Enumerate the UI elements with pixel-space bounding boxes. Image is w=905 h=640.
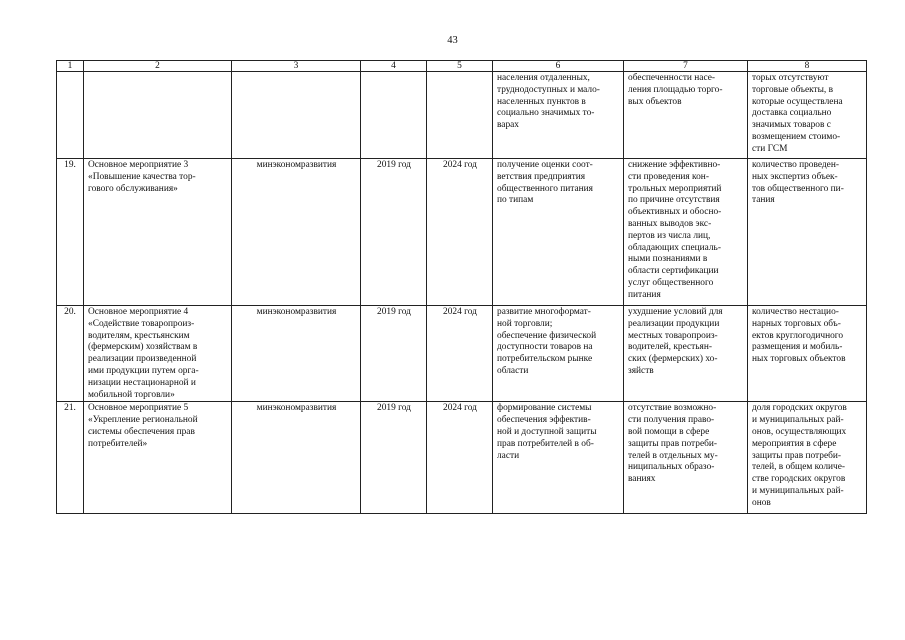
- cell-consequences: снижение эффективно- сти проведения кон- трольных мероприятий по причине отсутствия объективных и обосно- ванных выводов экс- пертов из числа лиц, обладающих специаль- ными познаниями в области сертификации услуг общественного питания: [624, 159, 748, 306]
- table-row-continuation: [57, 72, 867, 159]
- cell-empty: [361, 72, 427, 159]
- header-cell-2: 2: [84, 61, 232, 72]
- program-table: [56, 60, 867, 514]
- cell-measure-name: Основное мероприятие 4 «Содействие товаропроиз- водителям, крестьянским (фермерским) хозяйствам в реализации произведенной ими продукции путем орга- низации нестационарной и мобильной торговли»: [84, 306, 232, 402]
- header-cell-1: 1: [57, 61, 84, 72]
- cell-result: получение оценки соот- ветствия предприятия общественного питания по типам: [493, 159, 624, 306]
- page-number: 43: [447, 35, 458, 46]
- cell-start-year: 2019 год: [361, 159, 427, 306]
- cell-end-year: 2024 год: [427, 306, 493, 402]
- cell-indicator: доля городских округов и муниципальных рай- онов, осуществляющих мероприятия в сфере защиты прав потреби- телей, в общем количе- стве городских округов и муниципальных рай- онов: [748, 402, 867, 514]
- cell-indicator: количество нестацио- нарных торговых объ- ектов круглогодичного размещения и мобиль- ных торговых объектов: [748, 306, 867, 402]
- cell-consequences: ухудшение условий для реализации продукции местных товаропроиз- водителей, крестьян- ских (фермерских) хо- зяйств: [624, 306, 748, 402]
- table-header-row: [57, 61, 867, 72]
- header-cell-8: 8: [748, 61, 867, 72]
- cell-row-number: 21.: [57, 402, 84, 514]
- cell-result: населения отдаленных, труднодоступных и мало- населенных пунктов в социально значимых то- варах: [493, 72, 624, 159]
- header-cell-3: 3: [232, 61, 361, 72]
- cell-end-year: 2024 год: [427, 402, 493, 514]
- cell-empty: [57, 72, 84, 159]
- table-row: [57, 402, 867, 514]
- table-row: [57, 306, 867, 402]
- header-cell-4: 4: [361, 61, 427, 72]
- cell-consequences: обеспеченности насе- ления площадью торго- вых объектов: [624, 72, 748, 159]
- cell-indicator: количество проведен- ных экспертиз объек- тов общественного пи- тания: [748, 159, 867, 306]
- cell-row-number: 19.: [57, 159, 84, 306]
- cell-indicator: торых отсутствуют торговые объекты, в которые осуществлена доставка социально значимых товаров с возмещением стоимо- сти ГСМ: [748, 72, 867, 159]
- cell-measure-name: Основное мероприятие 3 «Повышение качества тор- гового обслуживания»: [84, 159, 232, 306]
- cell-end-year: 2024 год: [427, 159, 493, 306]
- cell-empty: [427, 72, 493, 159]
- cell-start-year: 2019 год: [361, 306, 427, 402]
- header-cell-6: 6: [493, 61, 624, 72]
- header-cell-5: 5: [427, 61, 493, 72]
- table-row: [57, 159, 867, 306]
- cell-consequences: отсутствие возможно- сти получения право- вой помощи в сфере защиты прав потреби- телей в отдельных му- ниципальных образо- ваниях: [624, 402, 748, 514]
- cell-executor: минэкономразвития: [232, 402, 361, 514]
- cell-row-number: 20.: [57, 306, 84, 402]
- cell-executor: минэкономразвития: [232, 159, 361, 306]
- cell-executor: минэкономразвития: [232, 306, 361, 402]
- cell-empty: [232, 72, 361, 159]
- cell-empty: [84, 72, 232, 159]
- cell-start-year: 2019 год: [361, 402, 427, 514]
- header-cell-7: 7: [624, 61, 748, 72]
- cell-result: формирование системы обеспечения эффектив- ной и доступной защиты прав потребителей в об- ласти: [493, 402, 624, 514]
- cell-result: развитие многоформат- ной торговли; обеспечение физической доступности товаров на потребительском рынке области: [493, 306, 624, 402]
- cell-measure-name: Основное мероприятие 5 «Укрепление региональной системы обеспечения прав потребителей»: [84, 402, 232, 514]
